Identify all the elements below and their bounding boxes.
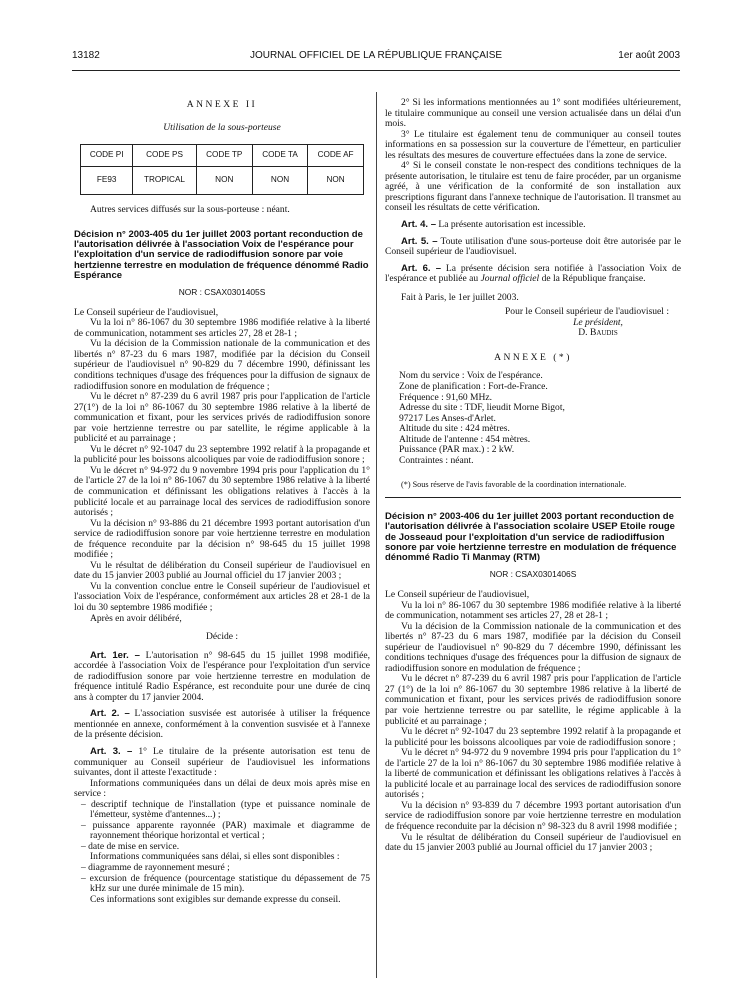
paragraph: Vu la loi n° 86-1067 du 30 septembre 1986 modifiée relative à la liberté de communication, notamment ses articles 27, 28 et 28-1 ; [385, 599, 681, 622]
paragraph: Vu le décret n° 92-1047 du 23 septembre 1992 relatif à la propagande et la publicité pour les boissons alcooliques par voie de radiodiffusion sonore ; [385, 726, 681, 748]
article-label: Art. 1er. – [90, 649, 140, 661]
paragraph: Vu le décret n° 94-972 du 9 novembre 1994 pris pour l'application du 1° de l'article 27 de la loi n° 86-1067 du 30 septembre 1986 relative à la liberté de communication et définissant les obligations relatives à l'accès à la publicité locale et au parrainage local des services de radiodiffusion sonore autorisés ; [74, 464, 370, 519]
paragraph: Vu la convention conclue entre le Conseil supérieur de l'audiovisuel et l'association Voix de l'espérance, conformément aux articles 28 et 28-1 de la loi du 30 septembre 1986 modifiée ; [74, 580, 370, 613]
annex-star-title: ANNEXE (*) [494, 351, 572, 363]
done-at: Fait à Paris, le 1er juillet 2003. [401, 291, 519, 303]
table-cell: TROPICAL [133, 167, 196, 195]
paragraph: 3° Le titulaire est également tenu de communiquer au conseil toutes informations en sa possession sur la couverture de l'émetteur, en particulier les résultats des mesures de couverture effectuées dans la zone de service. [385, 128, 681, 161]
paragraph: Ces informations sont exigibles sur demande expresse du conseil. [90, 893, 341, 905]
annex-line: Puissance (PAR max.) : 2 kW. [399, 444, 515, 456]
article-4 [385, 220, 681, 231]
article-label: Art. 2. – [90, 708, 130, 720]
paragraph: Après en avoir délibéré, [90, 612, 182, 624]
signature-name: D. Baudis [578, 327, 618, 339]
article-label: Art. 3. – [90, 746, 133, 757]
annex-line: Altitude de l'antenne : 454 mètres. [399, 433, 531, 445]
other-services-note: Autres services diffusés sur la sous-porteuse : néant. [90, 204, 290, 216]
decision1-nor: NOR : CSAX0301405S [178, 287, 266, 298]
decide-heading: Décide : [205, 631, 239, 643]
table-header-row [81, 145, 364, 167]
journal-ref: Journal officiel [480, 273, 540, 285]
annex-line: Adresse du site : TDF, lieudit Morne Bigot, [399, 402, 565, 414]
paragraph: 2° Si les informations mentionnées au 1° sont modifiées ultérieurement, le titulaire communique au conseil une version actualisée dans un délai d'un mois. [385, 97, 681, 130]
table-cell: NON [308, 167, 364, 195]
signature-role: Le président, [573, 316, 623, 328]
article-label: Art. 4. – [401, 219, 437, 231]
table-header-cell: CODE TA [252, 145, 307, 167]
table-header-cell: CODE PI [81, 145, 133, 167]
article-text: de la République française. [541, 273, 646, 285]
annex-line: 97217 Les Anses-d'Arlet. [399, 412, 496, 424]
paragraph: Vu le résultat de délibération du Conseil supérieur de l'audiovisuel en date du 15 janvier 2003 publié au Journal officiel du 17 janvier 2003 ; [74, 559, 370, 582]
paragraph: Vu la décision de la Commission nationale de la communication et des libertés n° 87-23 du 6 mars 1987, modifiée par la décision du Conseil supérieur de l'audiovisuel n° 90-829 du 7 décembre 1990, définissant les conditions techniques d'usage des fréquences pour la diffusion de signaux de radiodiffusion sonore en modulation de fréquence ; [74, 338, 370, 392]
table-header-cell: CODE PS [133, 145, 196, 167]
paragraph: Le Conseil supérieur de l'audiovisuel, [385, 588, 530, 600]
article-text: L'autorisation n° 98-645 du 15 juillet 1998 modifiée, accordée à l'association Voix de l'espérance pour l'exploitation d'un service de radiodiffusion sonore par voie hertzienne terrestre en modulation de fréquence intitulé Radio Espérance, est reconduite pour une durée de cinq ans à compter du 17 janvier 2004. [74, 649, 370, 703]
article-label: Art. 6. – [401, 262, 442, 274]
annex-line: Fréquence : 91,60 MHz. [399, 391, 493, 403]
paragraph: Vu le décret n° 94-972 du 9 novembre 1994 pris pour l'application du 1° de l'article 27 de la loi n° 86-1067 du 30 septembre 1986 modifiée relative à la liberté de communication et définissant les obligations relatives à l'accès à la publicité locale et au parrainage local des services de radiodiffusion sonore autorisés ; [385, 747, 681, 801]
annex-line: Contraintes : néant. [399, 454, 474, 466]
paragraph: Vu la décision de la Commission nationale de la communication et des libertés n° 87-23 du 6 mars 1987, modifiée par la décision du Conseil supérieur de l'audiovisuel n° 90-829 du 7 décembre 1990, définissant les conditions techniques d'usage des fréquences pour la diffusion de signaux de radiodiffusion sonore en modulation de fréquence ; [385, 620, 681, 674]
annex-line: Zone de planification : Fort-de-France. [399, 381, 548, 393]
annex2-title: ANNEXE II [186, 99, 258, 110]
article-5 [385, 237, 681, 258]
article-label: Art. 5. – [401, 235, 438, 247]
decision1-title: Décision n° 2003-405 du 1er juillet 2003 portant reconduction de l'autorisation délivrée à l'association Voix de l'espérance pour l'exploitation d'un service de radiodiffusion sonore par voie hertzienne terrestre en modulation de fréquence dénommé Radio Espérance [74, 228, 369, 281]
table-header-cell: CODE AF [308, 145, 364, 167]
decision2-nor: NOR : CSAX0301406S [489, 569, 577, 580]
left-column [74, 98, 370, 905]
journal-title: JOURNAL OFFICIEL DE LA RÉPUBLIQUE FRANÇAISE [249, 50, 503, 61]
table-cell: NON [252, 167, 307, 195]
article-3 [74, 747, 370, 779]
column-divider [376, 92, 377, 978]
page-header [72, 50, 680, 64]
list-item: – date de mise en service. [81, 840, 180, 852]
paragraph: Vu la loi n° 86-1067 du 30 septembre 1986 modifiée relative à la liberté de communication, notamment ses articles 27, 28 et 28-1 ; [74, 317, 370, 339]
right-column [385, 98, 681, 854]
table-cell: FE93 [81, 167, 133, 195]
table-cell: NON [196, 167, 252, 195]
paragraph: Vu la décision n° 93-886 du 21 décembre 1993 portant autorisation d'un service de radiodiffusion sonore par voie hertzienne terrestre en modulation de fréquence reconduite par la décision n° 98-645 du 15 juillet 1998 modifiée ; [74, 517, 370, 561]
annex-footnote: (*) Sous réserve de l'avis favorable de la coordination internationale. [401, 480, 627, 490]
paragraph: Vu le décret n° 87-239 du 6 avril 1987 pris pour l'application de l'article 27(1°) de la loi n° 86-1067 du 30 septembre 1986 relative à la liberté de communication et fixant, pour les services privés de radiodiffusion sonore par voie hertzienne terrestre ou par satellite, le régime applicable à la publicité et au parrainage ; [74, 391, 370, 445]
paragraph: Informations communiquées dans un délai de deux mois après mise en service : [74, 777, 370, 800]
paragraph: Vu le résultat de délibération du Conseil supérieur de l'audiovisuel en date du 15 janvier 2003 publié au Journal officiel du 17 janvier 2003 ; [385, 831, 681, 854]
article-text: L'association susvisée est autorisée à utiliser la fréquence mentionnée en annexe, conformément à la convention susvisée et à l'annexe de la présente décision. [74, 708, 370, 741]
annex2-subtitle: Utilisation de la sous-porteuse [163, 121, 281, 133]
table-row [81, 167, 364, 195]
paragraph: Vu le décret n° 87-239 du 6 avril 1987 pris pour l'application de l'article 27 (1°) de la loi n° 86-1067 du 30 septembre 1986 relative à la liberté de communication et fixant, pour les services privés de radiodiffusion sonore par voie hertzienne terrestre ou par satellite, le régime applicable à la publicité et au parrainage ; [385, 673, 681, 727]
article-text: La présente décision sera notifiée à l'association Voix de l'espérance et publiée au [385, 262, 681, 285]
subcarrier-table [80, 144, 364, 195]
annex-line: Altitude du site : 424 mètres. [399, 423, 510, 435]
paragraph: Informations communiquées sans délai, si elles sont disponibles : [90, 851, 340, 863]
article-text: 1° Le titulaire de la présente autorisation est tenu de communiquer au Conseil supérieur de l'audiovisuel les informations suivantes, dont il atteste l'exactitude : [74, 746, 370, 779]
signature-for: Pour le Conseil supérieur de l'audiovisuel : [505, 306, 669, 318]
article-6 [385, 264, 681, 285]
page-number: 13182 [72, 50, 100, 61]
article-text: Toute utilisation d'une sous-porteuse doit être autorisée par le Conseil supérieur de l'audiovisuel. [385, 235, 681, 258]
article-text: La présente autorisation est incessible. [438, 219, 586, 231]
list-item: – descriptif technique de l'installation (type et puissance nominale de l'émetteur, système d'antennes...) ; [81, 798, 370, 821]
paragraph: Vu la décision n° 93-839 du 7 décembre 1993 portant autorisation d'un service de radiodiffusion sonore par voie hertzienne terrestre en modulation de fréquence reconduite par la décision n° 98-323 du 8 avril 1998 modifiée ; [385, 799, 681, 833]
list-item: – diagramme de rayonnement mesuré ; [81, 862, 230, 874]
paragraph: 4° Si le conseil constate le non-respect des conditions techniques de la présente autorisation, le titulaire est tenu de faire procéder, par un organisme agréé, à une vérification de la conformité de son installation aux prescriptions figurant dans l'annexe technique de l'autorisation. Il transmet au conseil les résultats de cette vérification. [385, 160, 681, 214]
annex-line: Nom du service : Voix de l'espérance. [399, 370, 543, 382]
article-1 [74, 651, 370, 704]
decision2-title: Décision n° 2003-406 du 1er juillet 2003 portant reconduction de l'autorisation délivrée à l'association scolaire USEP Etoile rouge de Josseaud pour l'exploitation d'un service de radiodiffusion sonore par voie hertzienne terrestre en modulation de fréquence dénommé Radio Ti Manmay (RTM) [385, 510, 677, 564]
list-item: – puissance apparente rayonnée (PAR) maximale et diagramme de rayonnement théorique horizontal et vertical ; [81, 819, 370, 842]
article-2 [74, 709, 370, 741]
issue-date: 1er août 2003 [618, 50, 680, 61]
list-item: – excursion de fréquence (pourcentage statistique du dépassement de 75 kHz sur une durée minimale de 15 min). [81, 872, 370, 895]
table-header-cell: CODE TP [196, 145, 252, 167]
header-rule [72, 70, 680, 71]
paragraph: Vu le décret n° 92-1047 du 23 septembre 1992 relatif à la propagande et la publicité pour les boissons alcooliques par voie de radiodiffusion sonore ; [74, 443, 370, 466]
paragraph: Le Conseil supérieur de l'audiovisuel, [74, 306, 219, 318]
